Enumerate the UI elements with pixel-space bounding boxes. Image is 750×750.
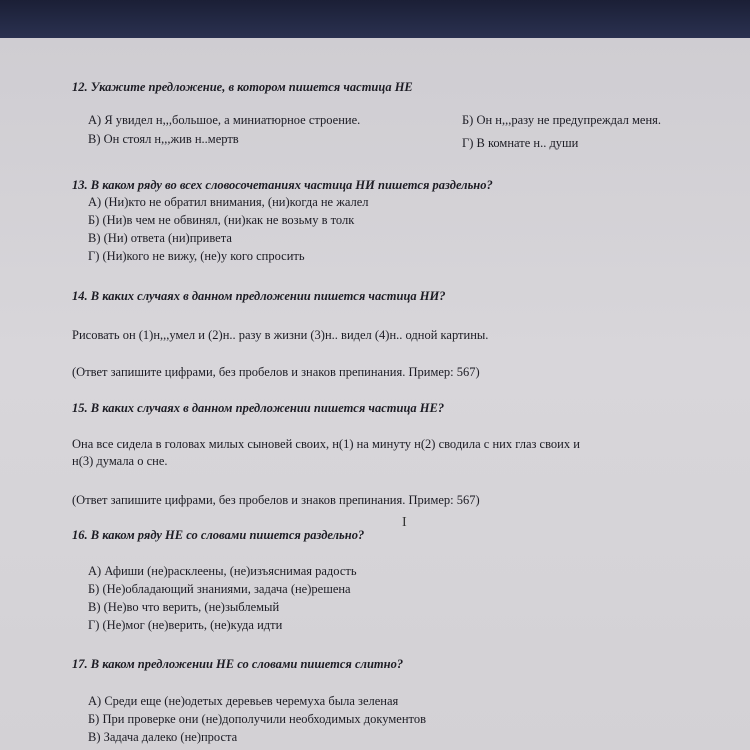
q12-option-b: Б) Он н,,,разу не предупреждал меня. <box>462 113 662 127</box>
q16-title: 16. В каком ряду НЕ со словами пишется раздельно? <box>72 528 365 542</box>
q15-sentence-line1: Она все сидела в головах милых сыновей своих, н(1) на минуту н(2) сводила с них глаз своих и <box>72 437 580 451</box>
q15-title: 15. В каких случаях в данном предложении пишется частица НЕ? <box>72 401 445 415</box>
q13-title: 13. В каком ряду во всех словосочетаниях частица НИ пишется раздельно? <box>72 178 493 192</box>
q12-option-c: В) Он стоял н,,,жив н..мертв <box>88 132 239 146</box>
q16-option-d: Г) (Не)мог (не)верить, (не)куда идти <box>88 618 283 632</box>
q12-option-a: А) Я увидел н,,,большое, а миниатюрное строение. <box>88 113 361 127</box>
text-cursor-icon: I <box>402 515 407 530</box>
q17-title: 17. В каком предложении НЕ со словами пишется слитно? <box>72 657 404 671</box>
q13-option-a: А) (Ни)кто не обратил внимания, (ни)когда не жалел <box>88 195 369 209</box>
q15-answer-note: (Ответ запишите цифрами, без пробелов и знаков препинания. Пример: 567) <box>72 493 480 507</box>
q14-title: 14. В каких случаях в данном предложении пишется частица НИ? <box>72 289 446 303</box>
q12-option-d: Г) В комнате н.. души <box>462 136 579 150</box>
q15-sentence-line2: н(3) думала о сне. <box>72 454 168 468</box>
q17-option-b: Б) При проверке они (не)дополучили необходимых документов <box>88 712 426 726</box>
q16-option-c: В) (Не)во что верить, (не)зыблемый <box>88 600 280 614</box>
q14-sentence: Рисовать он (1)н,,,умел и (2)н.. разу в жизни (3)н.. видел (4)н.. одной картины. <box>72 328 489 342</box>
q16-option-a: А) Афиши (не)расклеены, (не)изъяснимая радость <box>88 564 357 578</box>
monitor-bezel <box>0 0 750 38</box>
document-page <box>0 38 750 750</box>
q13-option-d: Г) (Ни)кого не вижу, (не)у кого спросить <box>88 249 305 263</box>
q13-option-c: В) (Ни) ответа (ни)привета <box>88 231 232 245</box>
q17-option-a: А) Среди еще (не)одетых деревьев черемуха была зеленая <box>88 694 399 708</box>
q13-option-b: Б) (Ни)в чем не обвинял, (ни)как не возьму в толк <box>88 213 355 227</box>
q14-answer-note: (Ответ запишите цифрами, без пробелов и знаков препинания. Пример: 567) <box>72 365 480 379</box>
q12-title: 12. Укажите предложение, в котором пишется частица НЕ <box>72 80 413 94</box>
q17-option-c: В) Задача далеко (не)проста <box>88 730 238 744</box>
q16-option-b: Б) (Не)обладающий знаниями, задача (не)решена <box>88 582 351 596</box>
